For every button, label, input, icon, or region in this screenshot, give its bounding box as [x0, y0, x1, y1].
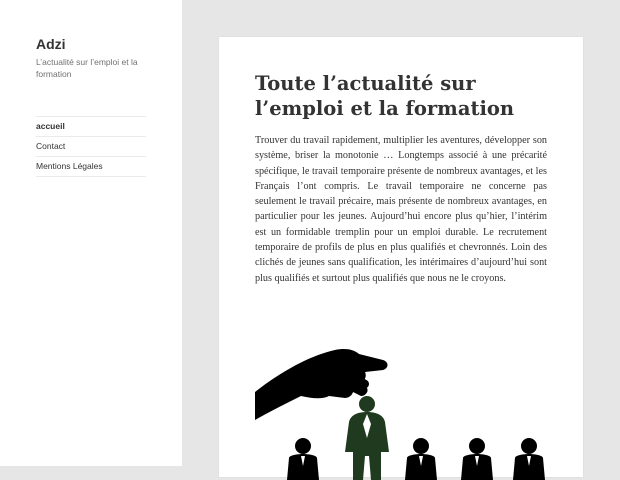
nav-item-mentions-legales[interactable]: Mentions Légales [36, 157, 146, 177]
article-title: Toute l’actualité sur l’emploi et la formation [255, 72, 515, 120]
site-description: L’actualité sur l’emploi et la formation [36, 57, 138, 79]
candidate-figures [287, 438, 545, 480]
sidebar [0, 0, 182, 466]
site-title[interactable]: Adzi [36, 36, 66, 52]
article-panel [219, 37, 583, 477]
main-navigation [36, 116, 146, 177]
nav-item-accueil[interactable]: accueil [36, 117, 146, 137]
recruitment-illustration [255, 340, 547, 480]
nav-item-contact[interactable]: Contact [36, 137, 146, 157]
article-body: Trouver du travail rapidement, multiplier les aventures, développer son système, briser la monotonie … Longtemps associé à une précarité spécifique, le travail temporaire présente de nombreux avantages, et les Français l’ont compris. Le travail temporaire ne concerne pas seulement le travail précaire, mais présente de nombreux avantages, en particulier pour les jeunes. Aujourd’hui encore plus qu’hier, l’intérim est un formidable tremplin pour un emploi durable. Le recrutement temporaire de profils de plus en plus qualifiés et chevronnés. Loin des clichés de jeunes sans qualification, les intérimaires d’aujourd’hui sont plus qualifiés et surtout plus qualifiés que nous ne le croyons. [255, 135, 547, 284]
